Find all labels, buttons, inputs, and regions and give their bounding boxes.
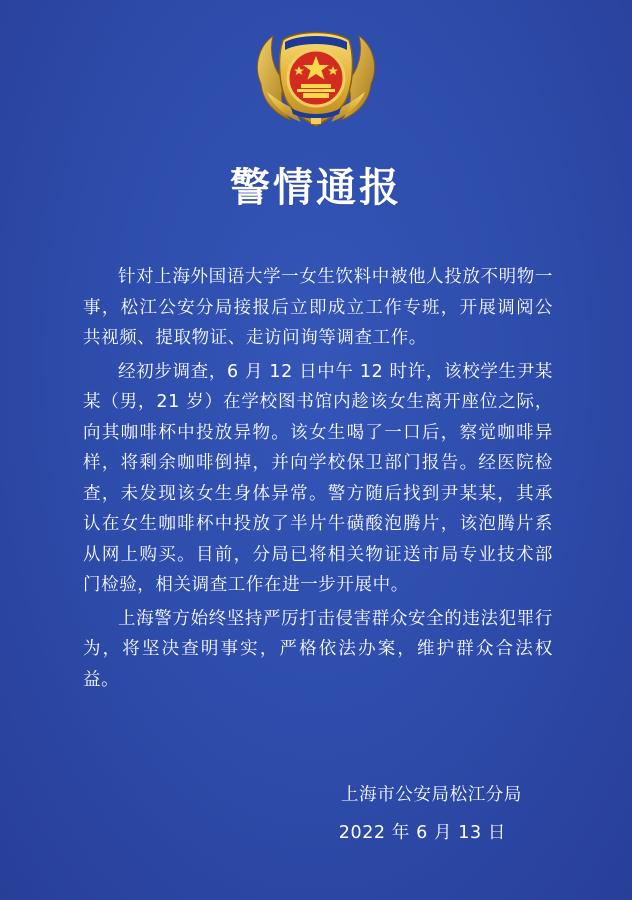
paragraph-2: 经初步调查，6 月 12 日中午 12 时许，该校学生尹某某（男，21 岁）在学校图书馆内趁该女生离开座位之际，向其咖啡杯中投放异物。该女生喝了一口后，察觉咖啡异样，将剩余咖啡倒掉，并向学校保卫部门报告。经医院检查，未发现该女生身体异常。警方随后找到尹某某，其承认在女生咖啡杯中投放了半片牛磺酸泡腾片，该泡腾片系从网上购买。目前，分局已将相关物证送市局专业技术部门检验，相关调查工作在进一步开展中。 — [83, 361, 553, 595]
page-title: 警情通报 — [230, 165, 402, 211]
paragraph-3: 上海警方始终坚持严厉打击侵害群众安全的违法犯罪行为，将坚决查明事实，严格依法办案，维护群众合法权益。 — [83, 608, 553, 690]
signature-block — [339, 780, 522, 856]
issue-date: 2022 年 6 月 13 日 — [338, 823, 506, 843]
police-badge-icon — [251, 22, 381, 134]
issuer-name: 上海市公安局松江分局 — [341, 785, 522, 805]
paragraph-1: 针对上海外国语大学一女生饮料中被他人投放不明物一事，松江公安分局接报后立即成立工作专班，开展调阅公共视频、提取物证、走访问询等调查工作。 — [83, 267, 553, 348]
notice-body — [83, 262, 553, 698]
